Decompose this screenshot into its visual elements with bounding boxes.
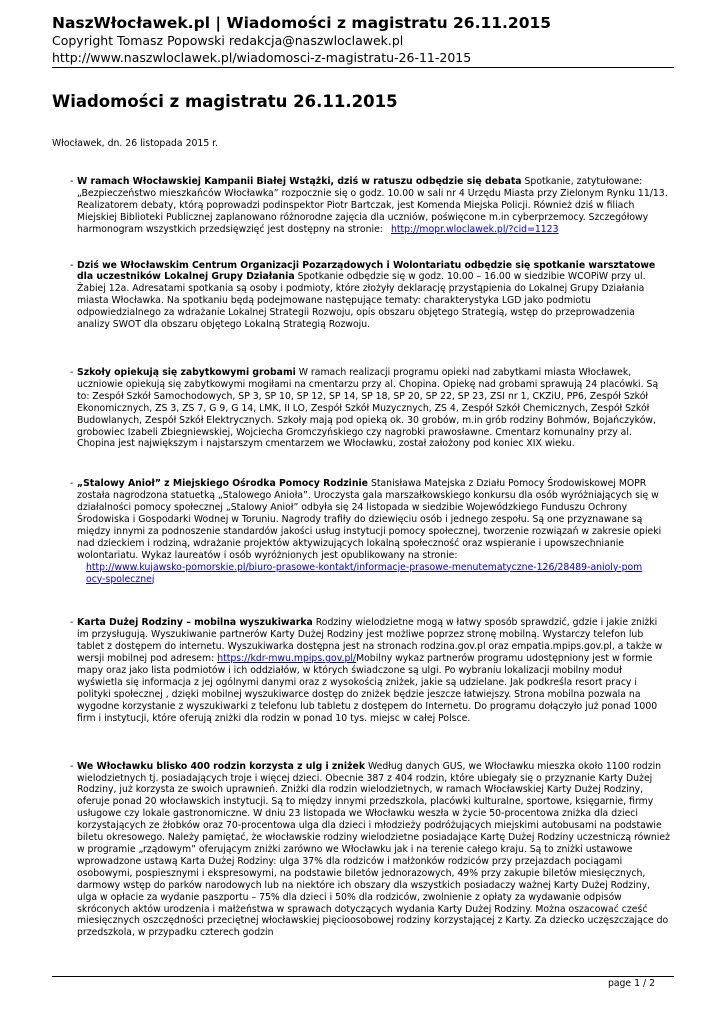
news-headline: We Włocławku blisko 400 rodzin korzysta z ulg i zniżek: [77, 760, 366, 772]
site-title: NaszWłocławek.pl | Wiadomości z magistratu 26.11.2015: [52, 14, 552, 32]
news-headline: W ramach Włocławskiej Kampanii Białej Wstążki, dziś w ratuszu odbędzie się debata: [77, 176, 522, 187]
bullet-dash: -: [70, 366, 74, 378]
news-item: [70, 176, 670, 236]
news-headline: Szkoły opiekują się zabytkowymi grobami: [77, 366, 296, 378]
bullet-dash: -: [70, 176, 74, 187]
copyright-line: Copyright Tomasz Popowski redakcja@naszwloclawek.pl: [52, 33, 404, 48]
source-url: http://www.naszwloclawek.pl/wiadomosci-z-magistratu-26-11-2015: [52, 50, 472, 65]
document-header: [52, 14, 674, 66]
bullet-dash: -: [70, 617, 74, 629]
footer-divider: [52, 976, 674, 977]
news-body: Stanisława Matejska z Działu Pomocy Środowiskowej MOPR została nagrodzona statuetką „Stalowego Anioła”. Uroczysta gala marszałkowskiego konkursu dla osób wyróżniających się w działalności pomocy społecznej „Stalowy Anioł” odbyła się 24 listopada w siedzibie Wojewódzkiego Funduszu Ochrony Środowiska i Gospodarki Wodnej w Toruniu. Nagrody trafiły do dziewięciu osób i jednego zespołu. Są one przyznawane są między innymi za podnoszenie standardów jakości usług instytucji pomocy społecznej, tworzenie rozwiązań w zakresie opieki nad dzieckiem i rodziną, wdrażanie projektów aktywizujących lokalną społeczność oraz wspieranie i upowszechnianie wolontariatu. Wykaz laureatów i osób wyróżnionych jest opublikowany na stronie:: [77, 478, 662, 561]
news-link[interactable]: https://kdr-mwu.mpips.gov.pl/: [217, 653, 357, 665]
news-link-continued[interactable]: ocy-spolecznej: [86, 573, 155, 585]
news-item: [70, 478, 670, 585]
bullet-dash: -: [70, 478, 74, 490]
news-body: Spotkanie odbędzie się w godz. 10.00 – 16.00 w siedzibie WCOPiW przy ul. Żabiej 12a. Adresatami spotkania są osoby i podmioty, które złożyły deklarację przystąpienia do Lokalnej Grupy Działania miasta Włocławka. Na spotkaniu będą podejmowane następujące tematy: charakterystyka LGD jako podmiotu odpowiedzialnego za wdrażanie Lokalnej Strategii Rozwoju, opis obszaru objętego Strategią, wstęp do przeprowadzenia analizy SWOT dla obszaru objętego Lokalną Strategią Rozwoju.: [77, 271, 646, 331]
news-item: [70, 761, 670, 940]
news-headline: Dziś we Włocławskim Centrum Organizacji Pozarządowych i Wolontariatu odbędzie się spotkanie warsztatowe dla uczestników Lokalnej Grupy Działania: [77, 259, 656, 283]
news-list: [70, 176, 670, 939]
dateline: Włocławek, dn. 26 listopada 2015 r.: [52, 138, 219, 149]
news-link[interactable]: http://mopr.wloclawek.pl/?cid=1123: [390, 223, 559, 235]
header-divider: [52, 67, 674, 68]
page-indicator: page 1 / 2: [607, 978, 655, 989]
bullet-dash: -: [70, 259, 74, 271]
page-title: Wiadomości z magistratu 26.11.2015: [52, 92, 398, 111]
news-body: Spotkanie, zatytułowane: „Bezpieczeństwo mieszkańców Włocławka” rozpocznie się o godz. 10.00 w sali nr 4 Urzędu Miasta przy Zielonym Rynku 11/13. Realizatorem debaty, którą poprowadzi podinspektor Piotr Bartczak, jest Komenda Miejska Policji. Również dziś w filiach Miejskiej Biblioteki Publicznej zaplanowano różnorodne zajęcia dla uczniów, poświęcone m.in cyberprzemocy. Szczegółowy harmonogram wszystkich przedsięwzięć jest dostępny na stronie:: [77, 176, 668, 235]
news-headline: „Stalowy Anioł” z Miejskiego Ośrodka Pomocy Rodzinie: [77, 478, 368, 490]
news-body: W ramach realizacji programu opieki nad zabytkami miasta Włocławek, uczniowie opiekują się zabytkowymi mogiłami na cmentarzu przy al. Chopina. Opiekę nad grobami sprawują 24 placówki. Są to: Zespół Szkół Samochodowych, SP 3, SP 10, SP 12, SP 14, SP 18, SP 20, SP 22, SP 23, ZSI nr 1, CKZiU, PP6, Zespół Szkół Ekonomicznych, ZS 3, ZS 7, G 9, G 14, LMK, II LO, Zespół Szkół Muzycznych, ZS 4, Zespół Szkół Chemicznych, Zespół Szkół Budowlanych, Zespół Szkół Elektrycznych. Szkoły mają pod opieką ok. 30 grobów, m.in grób rodziny Bohmów, Bojańczyków, grobowiec Izabeli Zbiegniewskiej, Wojciecha Gromczyńskiego czy nagrobki prawosławne. Cmentarz komunalny przy al. Chopina jest największym i najstarszym cmentarzem we Włocławku, został założony pod koniec XIX wieku.: [77, 366, 659, 450]
news-body-continued: Mobilny wykaz partnerów programu udostępniony jest w formie mapy oraz jako lista podmiotów i ich oddziałów, w których świadczone są ulgi. Po wybraniu lokalizacji mobilny moduł wyświetla się informacja z jej ogólnymi danymi oraz z wysokością zniżek, jakie są udzielane. Jak podkreśla resort pracy i polityki społecznej , dzięki mobilnej wyszukiwarce dostęp do zniżek będzie jeszcze łatwiejszy. Strona mobilna pozwala na wygodne korzystanie z wyszukiwarki z telefonu lub tabletu z dostępem do Internetu. Do programu dołączyło już ponad 1000 firm i instytucji, które oferują zniżki dla rodzin w ponad 10 tys. miejsc w całej Polsce.: [77, 653, 658, 724]
news-link[interactable]: http://www.kujawsko-pomorskie.pl/biuro-prasowe-kontakt/informacje-prasowe-menutematyczne-126/28489-anioly-pom: [86, 561, 643, 573]
news-item: [70, 617, 670, 724]
news-item: [70, 367, 670, 450]
news-item: [70, 260, 670, 331]
bullet-dash: -: [70, 760, 74, 772]
news-body: Rodziny wielodzietne mogą w łatwy sposób sprawdzić, gdzie i jakie zniżki im przysługują. Wyszukiwanie partnerów Karty Dużej Rodziny jest możliwe poprzez stronę mobilną. Wystarczy telefon lub tablet z dostępem do internetu. Wyszukiwarka dostępna jest na stronach rodzina.gov.pl oraz empatia.mpips.gov.pl, a także w wersji mobilnej pod adresem:: [77, 617, 663, 665]
news-headline: Karta Dużej Rodziny – mobilna wyszukiwarka: [77, 617, 313, 629]
news-body: Według danych GUS, we Włocławku mieszka około 1100 rodzin wielodzietnych tj. posiadających troje i więcej dzieci. Obecnie 387 z 404 rodzin, które ubiegały się o przyznanie Karty Dużej Rodziny, już korzysta ze swoich uprawnień. Zniżki dla rodzin wielodzietnych, w ramach Włocławskiej Karty Dużej Rodziny, oferuje ponad 20 włocławskich instytucji. Są to między innymi przedszkola, placówki kulturalne, sportowe, księgarnie, firmy usługowe czy lokale gastronomiczne. W dniu 23 listopada we Włocławku weszła w życie 50-procentowa zniżka dla dzieci korzystających ze żłobków oraz 70-procentowa ulga dla dzieci i młodzieży podróżujących miejskimi autobusami na podstawie biletu okresowego. Należy pamiętać, że włocławskie rodziny wielodzietne posiadające Kartę Dużej Rodziny uczestniczą również w programie „rządowym” oferującym zniżki zarówno we Włocławku jak i na terenie całego kraju. Są to zniżki ustawowe wprowadzone ustawą Karta Dużej Rodziny: ulga 37% dla rodziców i małżonków rodziców przy przejazdach pociągami osobowymi, pospiesznymi i ekspresowymi, na podstawie biletów jednorazowych, 49% przy zakupie biletów miesięcznych, darmowy wstęp do parków narodowych lub na niektóre ich obszary dla wszystkich posiadaczy ważnej Karty Dużej Rodziny, ulga w opłacie za wydanie paszportu – 75% dla dzieci i 50% dla rodziców, zwolnienie z opłaty za wydawanie odpisów skróconych aktów urodzenia i małżeństwa w sprawach dotyczących wydania Karty Dużej Rodziny. Można oszacować cześć miesięcznych oszczędności przeciętnej włocławskiej pięcioosobowej rodziny korzystającej z Karty. Za dziecko uczęszczające do przedszkola, w przypadku czterech godzin: [77, 760, 670, 939]
